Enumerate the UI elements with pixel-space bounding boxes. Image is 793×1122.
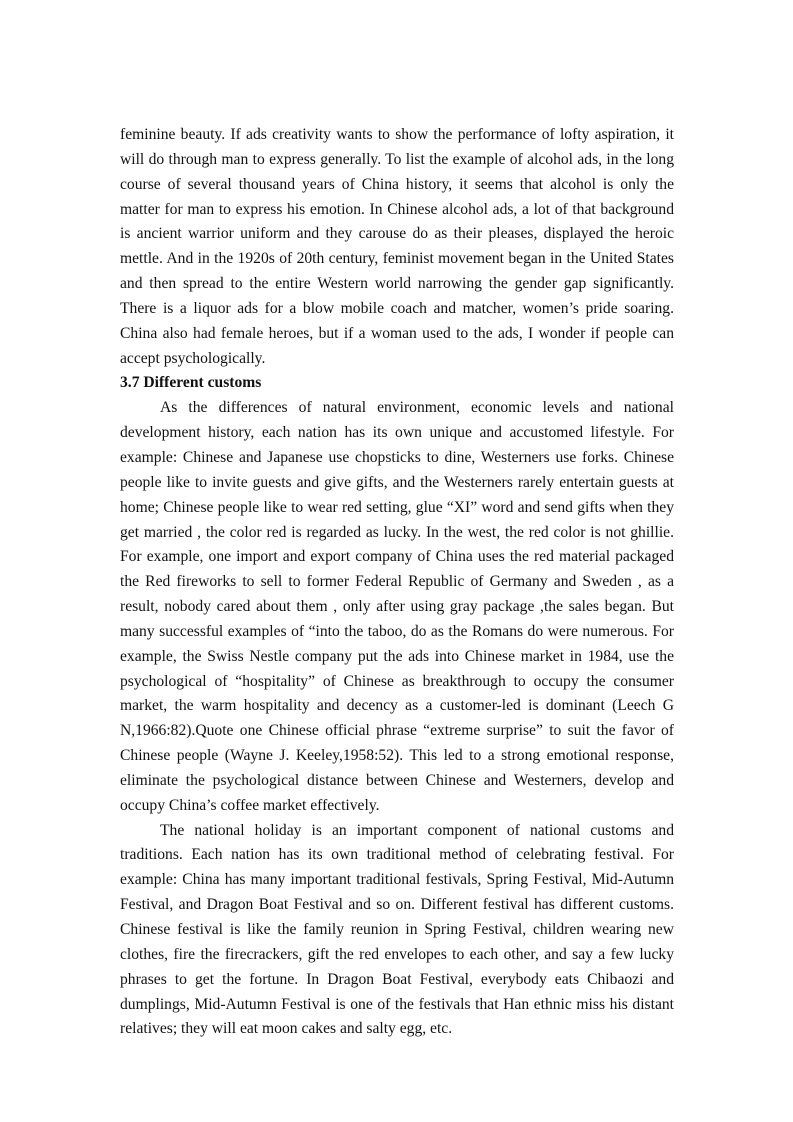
- document-page: [120, 123, 674, 1042]
- paragraph-national-holidays: The national holiday is an important component of national customs and traditions. Each nation has its own traditional method of celebrating festival. For example: China has many important traditional festivals, Spring Festival, Mid-Autumn Festival, and Dragon Boat Festival and so on. Different festival has different customs. Chinese festival is like the family reunion in Spring Festival, children wearing new clothes, fire the firecrackers, gift the red envelopes to each other, and say a few lucky phrases to get the fortune. In Dragon Boat Festival, everybody eats Chibaozi and dumplings, Mid-Autumn Festival is one of the festivals that Han ethnic miss his distant relatives; they will eat moon cakes and salty egg, etc.: [120, 821, 674, 1038]
- paragraph-gender-ads: feminine beauty. If ads creativity wants to show the performance of lofty aspiration, it will do through man to express generally. To list the example of alcohol ads, in the long course of several thousand years of China history, it seems that alcohol is only the matter for man to express his emotion. In Chinese alcohol ads, a lot of that background is ancient warrior uniform and they carouse do as their pleases, displayed the heroic mettle. And in the 1920s of 20th century, feminist movement began in the United States and then spread to the entire Western world narrowing the gender gap significantly. There is a liquor ads for a blow mobile coach and matcher, women’s pride soaring. China also had female heroes, but if a woman used to the ads, I wonder if people can accept psychologically.: [120, 126, 674, 367]
- paragraph-lifestyle-customs: As the differences of natural environment, economic levels and national development history, each nation has its own unique and accustomed lifestyle. For example: Chinese and Japanese use chopsticks to dine, Westerners use forks. Chinese people like to invite guests and give gifts, and the Westerners rarely entertain guests at home; Chinese people like to wear red setting, glue “XI” word and send gifts when they get married , the color red is regarded as lucky. In the west, the red color is not ghillie. For example, one import and export company of China uses the red material packaged the Red fireworks to sell to former Federal Republic of Germany and Sweden , as a result, nobody cared about them , only after using gray package ,the sales began. But many successful examples of “into the taboo, do as the Romans do were numerous. For example, the Swiss Nestle company put the ads into Chinese market in 1984, use the psychological of “hospitality” of Chinese as breakthrough to occupy the consumer market, the warm hospitality and decency as a customer-led is dominant (Leech G N,1966:82).Quote one Chinese official phrase “extreme surprise” to suit the favor of Chinese people (Wayne J. Keeley,1958:52). This led to a strong emotional response, eliminate the psychological distance between Chinese and Westerners, develop and occupy China’s coffee market effectively.: [120, 399, 674, 814]
- section-heading: 3.7 Different customs: [120, 374, 262, 392]
